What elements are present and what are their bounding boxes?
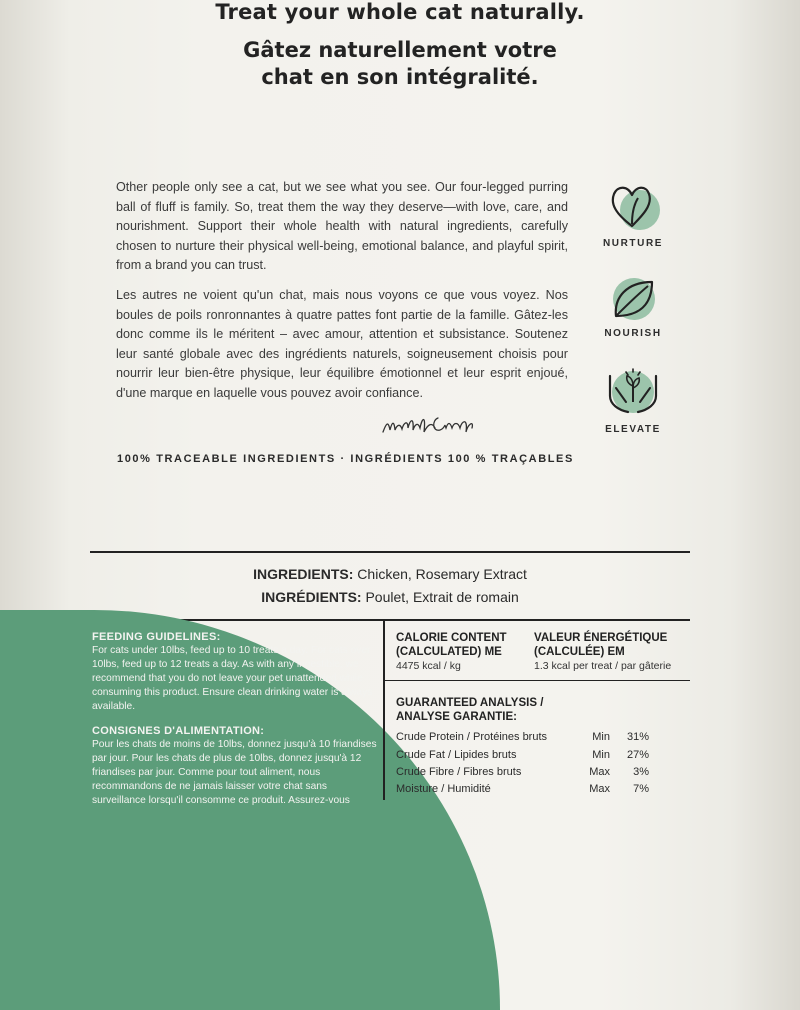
headline-fr-line1: Gâtez naturellement votre (243, 38, 557, 62)
analysis-qualifier: Max (589, 783, 610, 795)
ingredients-label-fr: INGRÉDIENTS: (261, 589, 362, 605)
analysis-percent: 31% (626, 731, 649, 743)
pillar-elevate (597, 366, 669, 435)
ingredients-value-en: Chicken, Rosemary Extract (353, 566, 527, 582)
calorie-heading-en (396, 631, 507, 659)
calorie-value-en: 4475 kcal / kg (396, 660, 461, 672)
calorie-value-fr: 1.3 kcal per treat / par gâterie (534, 660, 672, 672)
headline-en: Treat your whole cat naturally. (215, 0, 585, 24)
feeding-title-fr: CONSIGNES D'ALIMENTATION: (92, 725, 265, 737)
analysis-label: Crude Fat / Lipides bruts (396, 749, 517, 761)
calorie-heading-fr-line1: VALEUR ÉNERGÉTIQUE (534, 632, 668, 644)
nutrition-vertical-rule (383, 620, 385, 800)
ingredients-label-en: INGREDIENTS: (253, 566, 354, 582)
heart-leaf-icon (602, 178, 664, 232)
feeding-title-en: FEEDING GUIDELINES: (92, 631, 221, 643)
leaf-icon (602, 276, 664, 322)
ingredients-fr (0, 589, 780, 605)
feeding-text-en: For cats under 10lbs, feed up to 10 treats a day. For cats over 10lbs, feed up to 12 treats a day. As with any ingestible, we recommend that you do not leave your pet unattended while consuming this product. Ensure clean drinking water is always available. (92, 645, 373, 712)
intro-paragraph-en: Other people only see a cat, but we see what you see. Our four-legged purring ball of fluff is family. So, treat them the way they deserve—with love, care, and nourishment. Support their whole health with natural ingredients, carefully chosen to nurture their physical well-being, emotional balance, and playful spirit, from a brand you can trust. (116, 180, 568, 273)
intro-paragraph-fr: Les autres ne voient qu'un chat, mais nous voyons ce que vous voyez. Nos boules de poils ronronnantes à quatre pattes font partie de la famille. Gâtez-les donc comme ils le méritent – avec amour, attention et subsistance. Soutenez leur santé globale avec des ingrédients naturels, soigneusement choisis pour nourrir leur bien-être physique, leur équilibre émotionnel et leur esprit enjoué, d'une marque en laquelle vous pouvez avoir confiance. (116, 288, 568, 400)
pillar-label-elevate: ELEVATE (605, 424, 661, 435)
analysis-label: Crude Protein / Protéines bruts (396, 731, 548, 743)
analysis-qualifier: Max (589, 766, 610, 778)
ingredients-en (0, 566, 780, 582)
analysis-qualifier: Min (592, 731, 610, 743)
signature-image (380, 410, 495, 440)
analysis-title-line2: ANALYSE GARANTIE: (396, 711, 517, 723)
section-divider (90, 551, 690, 553)
calorie-bottom-rule (384, 680, 690, 681)
analysis-label: Moisture / Humidité (396, 783, 491, 795)
feeding-text-fr: Pour les chats de moins de 10lbs, donnez jusqu'à 10 friandises par jour. Pour les chats de plus de 10lbs, donnez jusqu'à 12 friandises par jour. Comme pour tout aliment, nous recommandons de ne jamais laisser votre chat sans surveillance lorsqu'il consomme ce produit. Assurez-vous (92, 739, 377, 806)
analysis-title-line1: GUARANTEED ANALYSIS / (396, 697, 544, 709)
pillar-nurture (597, 178, 669, 249)
ingredients-value-fr: Poulet, Extrait de romain (361, 589, 519, 605)
calorie-heading-fr (534, 631, 667, 659)
feeding-guidelines-en (92, 630, 377, 714)
analysis-percent: 27% (626, 749, 649, 761)
analysis-label: Crude Fibre / Fibres bruts (396, 766, 522, 778)
pillar-label-nourish: NOURISH (604, 328, 662, 339)
pillar-nourish (597, 276, 669, 339)
calorie-heading-en-line1: CALORIE CONTENT (396, 632, 507, 644)
hands-sprout-icon (602, 366, 664, 418)
calorie-heading-en-line2: (CALCULATED) ME (396, 646, 502, 658)
feeding-guidelines-fr (92, 724, 377, 808)
traceable-tagline: 100% TRACEABLE INGREDIENTS · INGRÉDIENTS 100 % TRAÇABLES (117, 453, 574, 465)
analysis-percent: 3% (633, 766, 649, 778)
analysis-qualifier: Min (592, 749, 610, 761)
analysis-percent: 7% (633, 783, 649, 795)
headline-fr-line2: chat en son intégralité. (261, 65, 539, 89)
analysis-title (396, 696, 543, 724)
calorie-heading-fr-line2: (CALCULÉE) EM (534, 646, 625, 658)
pillar-label-nurture: NURTURE (602, 238, 664, 249)
